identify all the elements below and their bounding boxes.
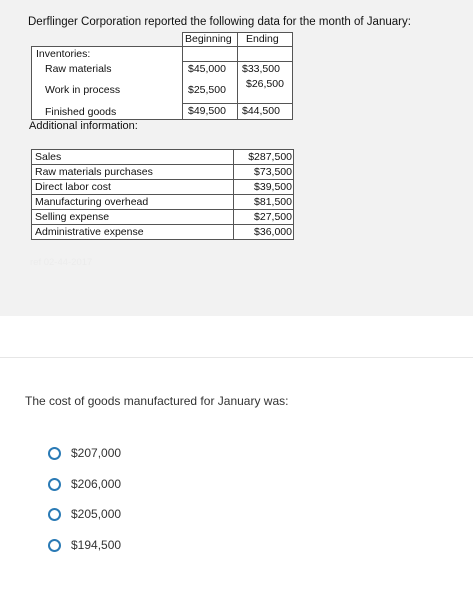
additional-label: Manufacturing overhead: [35, 196, 149, 208]
radio-button[interactable]: [48, 508, 61, 521]
additional-value: $36,000: [254, 226, 292, 238]
answer-option-label: $206,000: [71, 477, 122, 491]
additional-value: $287,500: [248, 151, 292, 163]
inventory-ending: $26,500: [246, 78, 284, 90]
question-text: The cost of goods manufactured for January was:: [25, 394, 289, 408]
additional-value: $27,500: [254, 211, 292, 223]
inventory-beginning: $49,500: [188, 105, 226, 117]
problem-intro: Derflinger Corporation reported the following data for the month of January:: [28, 16, 411, 28]
radio-button[interactable]: [48, 447, 61, 460]
ending-header: Ending: [246, 33, 279, 45]
inventory-beginning: $25,500: [188, 84, 226, 96]
answer-option-label: $207,000: [71, 446, 122, 460]
answer-option[interactable]: [48, 475, 121, 493]
beginning-header: Beginning: [185, 33, 232, 45]
inventory-ending: $44,500: [242, 105, 280, 117]
watermark: ref 02-44-2017: [30, 257, 93, 268]
answer-option-label: $205,000: [71, 507, 122, 521]
additional-label: Selling expense: [35, 211, 110, 223]
inventory-label: Finished goods: [45, 106, 117, 118]
answer-option[interactable]: [48, 444, 121, 462]
additional-value: $81,500: [254, 196, 292, 208]
inventory-ending: $33,500: [242, 63, 280, 75]
additional-label: Sales: [35, 151, 62, 163]
additional-label: Direct labor cost: [35, 181, 111, 193]
additional-info-label: Additional information:: [29, 120, 138, 132]
additional-label: Raw materials purchases: [35, 166, 153, 178]
inventory-label: Raw materials: [45, 63, 112, 75]
answer-option[interactable]: [48, 536, 121, 554]
inventory-beginning: $45,000: [188, 63, 226, 75]
additional-label: Administrative expense: [35, 226, 144, 238]
radio-button[interactable]: [48, 539, 61, 552]
answer-option[interactable]: [48, 505, 121, 523]
additional-value: $39,500: [254, 181, 292, 193]
inventories-label: Inventories:: [36, 48, 91, 60]
answer-option-label: $194,500: [71, 538, 122, 552]
additional-value: $73,500: [254, 166, 292, 178]
section-divider: [0, 357, 473, 358]
inventory-label: Work in process: [45, 84, 121, 96]
radio-button[interactable]: [48, 478, 61, 491]
